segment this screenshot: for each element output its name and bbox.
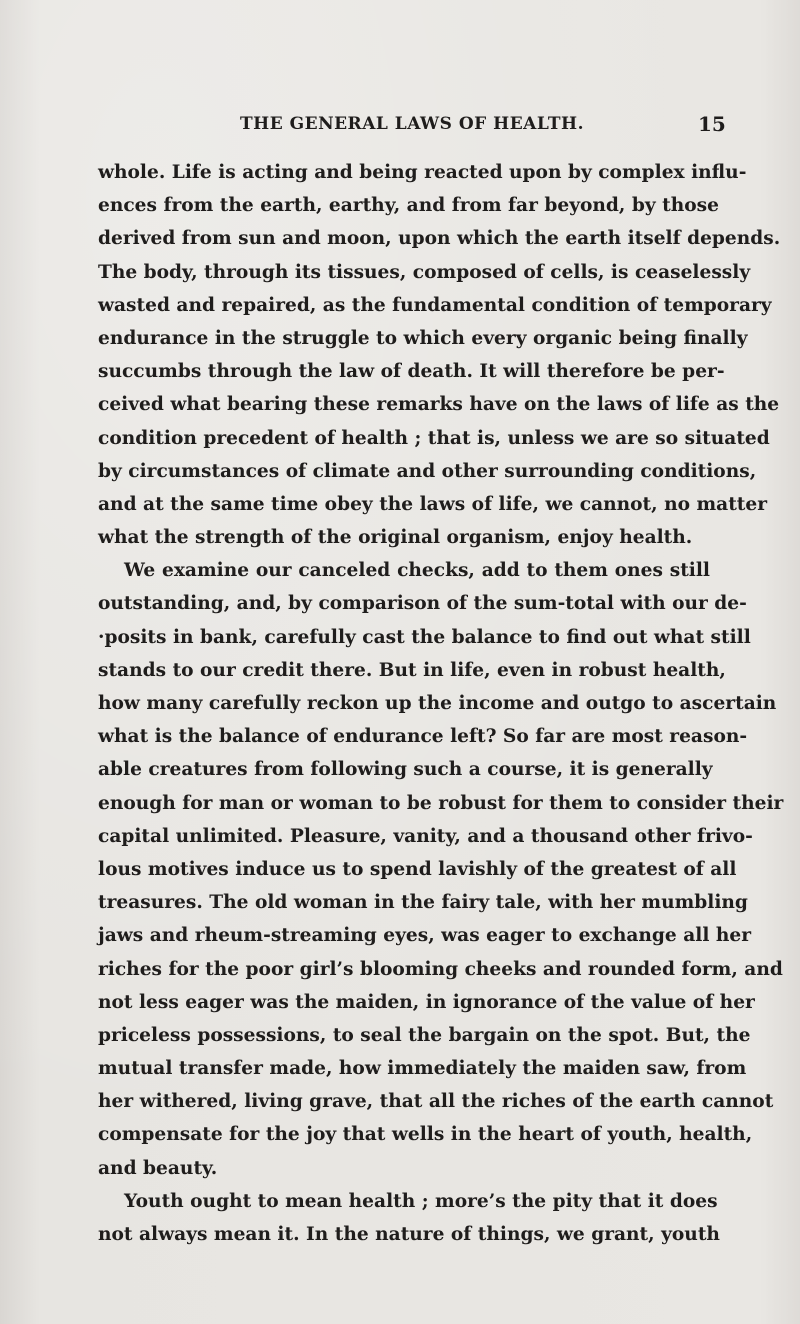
body-text (98, 156, 784, 1251)
text-line: not less eager was the maiden, in ignorance of the value of her (98, 991, 755, 1013)
text-line: mutual transfer made, how immediately the maiden saw, from (98, 1058, 747, 1080)
text-line: ceived what bearing these remarks have on the laws of life as the (98, 394, 780, 416)
text-line: outstanding, and, by comparison of the sum-total with our de- (98, 593, 747, 615)
text-line: ·posits in bank, carefully cast the balance to find out what still (98, 626, 751, 648)
text-line: what the strength of the original organism, enjoy health. (98, 527, 693, 549)
text-line: ences from the earth, earthy, and from far beyond, by those (98, 195, 719, 217)
text-line: able creatures from following such a course, it is generally (98, 759, 713, 781)
text-line: how many carefully reckon up the income and outgo to ascertain (98, 693, 777, 714)
page-number: 15 (698, 112, 726, 136)
text-line: The body, through its tissues, composed of cells, is ceaselessly (98, 261, 751, 283)
text-line: compensate for the joy that wells in the heart of youth, health, (98, 1124, 753, 1146)
text-line: condition precedent of health ; that is, unless we are so situated (98, 427, 770, 449)
text-line: stands to our credit there. But in life, even in robust health, (98, 659, 726, 681)
text-line: her withered, living grave, that all the riches of the earth cannot (98, 1091, 774, 1113)
text-line: priceless possessions, to seal the bargain on the spot. But, the (98, 1024, 751, 1046)
text-line: riches for the poor girl’s blooming cheeks and rounded form, and (98, 958, 783, 980)
text-line: lous motives induce us to spend lavishly of the greatest of all (98, 858, 737, 880)
text-line: endurance in the struggle to which every organic being finally (98, 327, 748, 349)
text-line: We examine our canceled checks, add to them ones still (124, 560, 710, 582)
text-line: and beauty. (98, 1157, 218, 1179)
text-line: Youth ought to mean health ; more’s the pity that it does (124, 1190, 718, 1212)
text-line: by circumstances of climate and other surrounding conditions, (98, 460, 757, 482)
text-line: not always mean it. In the nature of things, we grant, youth (98, 1224, 720, 1245)
text-line: derived from sun and moon, upon which the earth itself depends. (98, 228, 781, 250)
text-line: enough for man or woman to be robust for them to consider their (98, 792, 784, 814)
text-line: wasted and repaired, as the fundamental condition of temporary (98, 294, 772, 316)
text-line: jaws and rheum-streaming eyes, was eager to exchange all her (98, 925, 752, 947)
text-line: and at the same time obey the laws of life, we cannot, no matter (98, 493, 768, 515)
running-title: THE GENERAL LAWS OF HEALTH. (240, 114, 585, 134)
text-line: capital unlimited. Pleasure, vanity, and a thousand other frivo- (98, 825, 753, 847)
text-line: whole. Life is acting and being reacted upon by complex influ- (98, 162, 747, 183)
running-head (0, 114, 800, 144)
text-line: what is the balance of endurance left? So far are most reason- (98, 726, 748, 748)
text-line: succumbs through the law of death. It will therefore be per- (98, 361, 725, 383)
text-line: treasures. The old woman in the fairy tale, with her mumbling (98, 892, 748, 914)
